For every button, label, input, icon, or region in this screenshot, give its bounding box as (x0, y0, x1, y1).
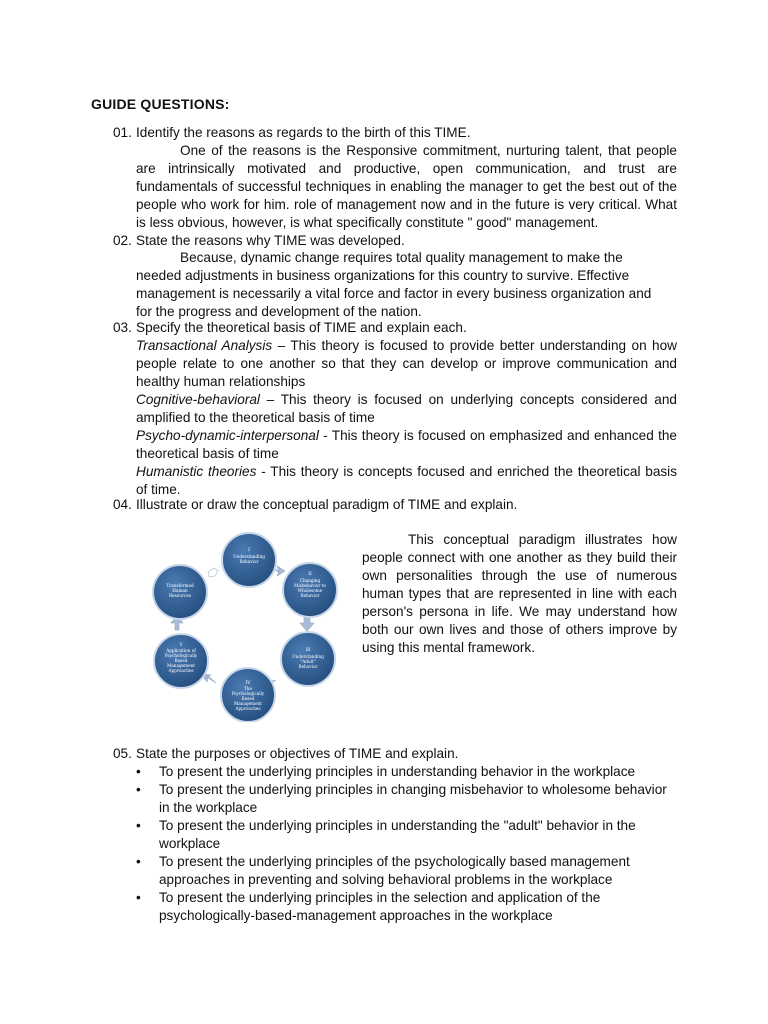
question-3-number: 03. (113, 320, 132, 335)
page-heading: GUIDE QUESTIONS: (91, 96, 230, 112)
objective-text: To present the underlying principles in understanding behavior in the workplace (159, 764, 636, 779)
bullet: • (136, 890, 141, 905)
theory-name: Psycho-dynamic-interpersonal (136, 428, 319, 443)
answer-2: Because, dynamic change requires total quality management to make the needed adjustments in business organizations for this country to survive. Effective management is necessarily a vital force and factor in every business organization and for the progress and development of the nation. (136, 250, 652, 319)
question-4-number: 04. (113, 497, 132, 512)
bullet: • (136, 818, 141, 833)
objective-text: To present the underlying principles of the psychologically based management approaches in preventing and solving behavioral problems in the workplace (159, 854, 630, 887)
list-item (136, 853, 681, 889)
theory-item (136, 337, 677, 391)
bullet: • (136, 782, 141, 797)
node-3-label: Understanding "Adult" Behavior (292, 654, 324, 669)
cycle-node-1 (222, 533, 276, 587)
objective-text: To present the underlying principles in changing misbehavior to wholesome behavior in the workplace (159, 782, 667, 815)
theory-separator: - (256, 464, 271, 479)
theory-description: This theory is focused on emphasized and enhanced the theoretical basis of time (136, 428, 677, 461)
node-1-label: Understanding Behavior (233, 554, 265, 564)
theory-name: Humanistic theories (136, 464, 257, 479)
objective-text: To present the underlying principles in the selection and application of the psychologically-based-management approaches in the workplace (159, 890, 601, 923)
list-item (136, 889, 681, 925)
node-3-roman: III (305, 648, 311, 653)
node-1-roman: I (248, 548, 250, 553)
cycle-node-6 (153, 565, 207, 619)
node-4-roman: IV (245, 681, 251, 686)
theory-name: Transactional Analysis (136, 338, 273, 353)
theory-separator: – (259, 392, 281, 407)
node-6-label: Transformed Human Resources (166, 583, 194, 598)
question-2-text: State the reasons why TIME was developed. (136, 233, 405, 248)
question-1-number: 01. (113, 125, 132, 140)
cycle-node-5 (154, 634, 208, 688)
bullet: • (136, 764, 141, 779)
paradigm-explanation: This conceptual paradigm illustrates how people connect with one another as they build their own personalities through the use of numerous human types that are represented in line with each person's persona in life. We may understand how both our own lives and those of others improve by using this mental framework. (362, 532, 677, 655)
question-4-text: Illustrate or draw the conceptual paradigm of TIME and explain. (136, 497, 518, 512)
node-2-label: Changing Misbehavior to Wholesome Behavior (294, 578, 326, 598)
objectives-list (136, 763, 681, 925)
question-1-text: Identify the reasons as regards to the birth of this TIME. (136, 125, 471, 140)
question-3-text: Specify the theoretical basis of TIME and explain each. (136, 320, 467, 335)
theory-item (136, 427, 677, 463)
theory-name: Cognitive-behavioral (136, 392, 260, 407)
answer-1: One of the reasons is the Responsive commitment, nurturing talent, that people are intrinsically motivated and productive, open communication, and trust are fundamentals of successful techniques in enabling the manager to get the best out of the people who work for him. role of management now and in the future is very critical. What is less obvious, however, is what specifically constitute " good" management. (136, 143, 677, 230)
objective-text: To present the underlying principles in understanding the "adult" behavior in the workplace (159, 818, 636, 851)
theory-separator: - (318, 428, 332, 443)
arrow-6-1 (208, 568, 218, 577)
cycle-node-3 (281, 632, 335, 686)
theory-item (136, 391, 677, 427)
arrow-2-3 (300, 616, 314, 631)
theory-separator: – (272, 338, 291, 353)
theory-description: This theory is focused on underlying concepts considered and amplified to the theoretical basis of time (136, 392, 677, 425)
conceptual-paradigm-diagram (150, 532, 350, 722)
question-5-text: State the purposes or objectives of TIME and explain. (136, 746, 459, 761)
cycle-node-2 (283, 563, 337, 617)
theory-item (136, 463, 677, 499)
theory-description: This theory is focused to provide better understanding on how people relate to one another so that they can develop or improve communication and healthy human relationships (136, 338, 677, 389)
node-5-label: Application of Psychologically Based Management Approaches (164, 648, 198, 673)
theory-description: This theory is concepts focused and enriched the theoretical basis of time. (136, 464, 677, 497)
bullet: • (136, 854, 141, 869)
node-2-roman: II (308, 572, 312, 577)
list-item (136, 781, 681, 817)
node-5-roman: V (179, 643, 183, 648)
list-item (136, 763, 681, 781)
cycle-node-4 (221, 668, 275, 722)
question-2-number: 02. (113, 233, 132, 248)
list-item (136, 817, 681, 853)
node-4-label: The Psychologically Based Management Approaches (231, 686, 265, 711)
question-5-number: 05. (113, 746, 132, 761)
cycle-diagram-svg (150, 532, 350, 722)
theory-list (136, 337, 677, 499)
